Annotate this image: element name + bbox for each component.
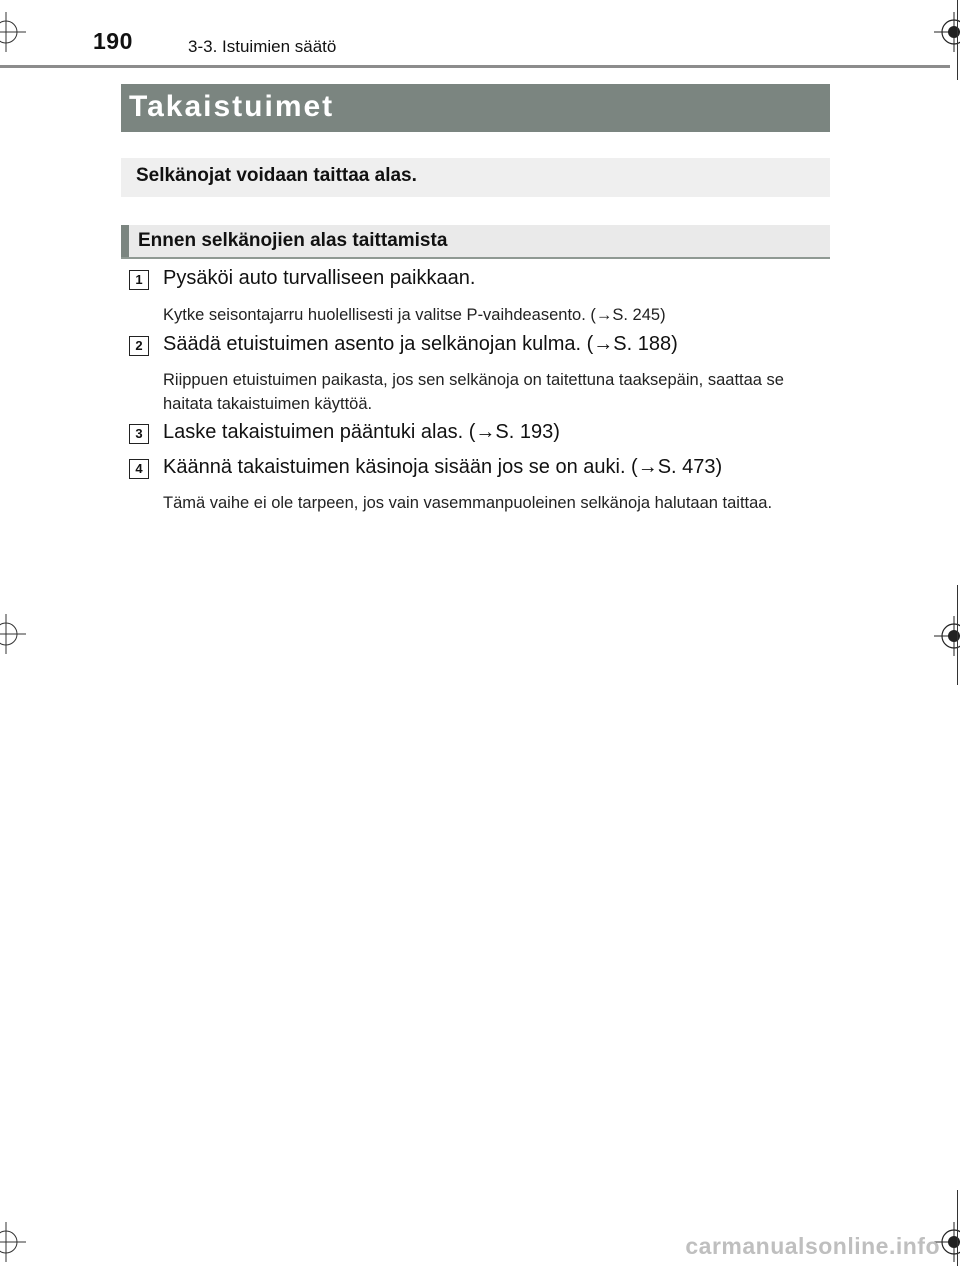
crop-mark-icon xyxy=(0,12,26,52)
trim-line xyxy=(957,1190,958,1266)
subheading-accent xyxy=(121,225,129,257)
step-number-3: 3 xyxy=(129,424,149,444)
step-number-2: 2 xyxy=(129,336,149,356)
subheading-bar xyxy=(121,225,830,259)
step-number-1: 1 xyxy=(129,270,149,290)
subheading-text: Ennen selkänojien alas taittamista xyxy=(138,230,448,251)
header-rule xyxy=(0,65,950,68)
watermark: carmanualsonline.info xyxy=(685,1233,940,1259)
step-note-4: Tämä vaihe ei ole tarpeen, jos vain vasemmanpuoleinen selkänoja halutaan taittaa. xyxy=(163,494,773,512)
intro-text: Selkänojat voidaan taittaa alas. xyxy=(136,165,417,186)
step-note-2: Riippuen etuistuimen paikasta, jos sen selkänoja on taitettuna taaksepäin, saattaa se haitata takaistuimen käyttöä. xyxy=(163,371,784,413)
step-text-3: Laske takaistuimen pääntuki alas. (→S. 193) xyxy=(163,421,560,443)
trim-line xyxy=(957,585,958,685)
step-note-1: Kytke seisontajarru huolellisesti ja valitse P-vaihdeasento. (→S. 245) xyxy=(163,306,666,324)
trim-line xyxy=(957,0,958,80)
crop-mark-icon xyxy=(0,1222,26,1262)
section-title: Takaistuimet xyxy=(129,90,335,123)
step-text-4: Käännä takaistuimen käsinoja sisään jos se on auki. (→S. 473) xyxy=(163,456,723,478)
crop-mark-icon xyxy=(0,614,26,654)
step-text-2: Säädä etuistuimen asento ja selkänojan kulma. (→S. 188) xyxy=(163,333,678,355)
page-number: 190 xyxy=(93,28,133,54)
section-title-bar xyxy=(121,84,830,132)
step-text-1: Pysäköi auto turvalliseen paikkaan. xyxy=(163,267,476,289)
intro-box xyxy=(121,158,830,197)
chapter-title: 3-3. Istuimien säätö xyxy=(188,37,337,56)
step-number-4: 4 xyxy=(129,459,149,479)
